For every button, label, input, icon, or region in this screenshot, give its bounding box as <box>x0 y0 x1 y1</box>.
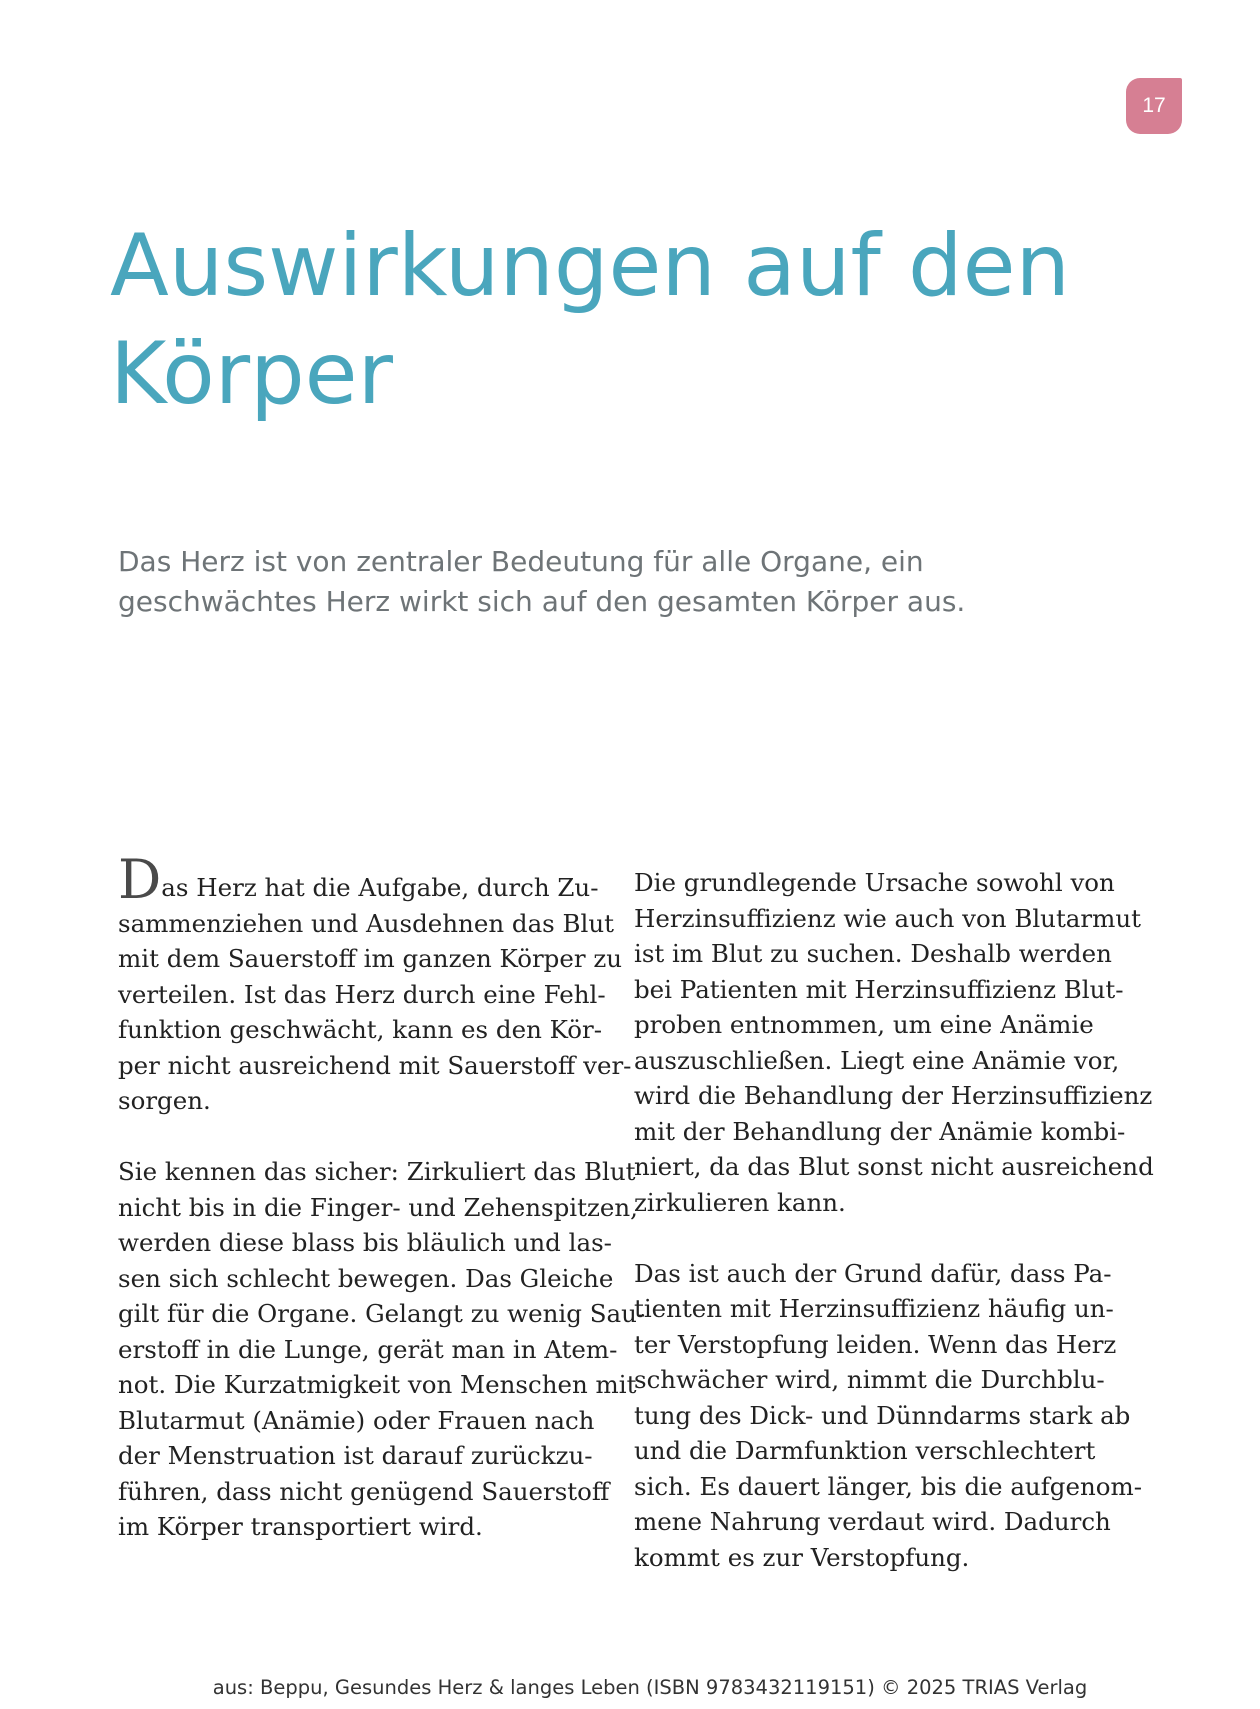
text-line: erstoff in die Lunge, gerät man in Atem- <box>118 1334 618 1364</box>
text-line: Sie kennen das sicher: Zirkuliert das Blut <box>118 1157 636 1186</box>
text-line: werden diese blass bis bläulich und las- <box>118 1228 612 1257</box>
right-column <box>634 865 1154 1611</box>
text-line: nicht bis in die Finger- und Zehenspitzen, <box>118 1192 638 1222</box>
page-title-line-2: Körper <box>110 324 393 424</box>
text-line: kommt es zur Verstopfung. <box>634 1542 970 1572</box>
left-column <box>118 848 646 1580</box>
text-line: Herzinsuffizienz wie auch von Blutarmut <box>634 903 1141 933</box>
page-number: 17 <box>1142 94 1166 117</box>
text-line: niert, da das Blut sonst nicht ausreichend <box>634 1152 1154 1181</box>
text-line: ter Verstopfung leiden. Wenn das Herz <box>634 1329 1117 1359</box>
text-line: bei Patienten mit Herzinsuffizienz Blut- <box>634 974 1124 1004</box>
left-paragraph-1 <box>118 848 632 1119</box>
right-paragraph-2 <box>634 1256 1143 1576</box>
text-line: mit dem Sauerstoff im ganzen Körper zu <box>118 944 623 973</box>
drop-cap: D <box>118 848 162 911</box>
text-line: Blutarmut (Anämie) oder Frauen nach <box>118 1405 595 1435</box>
text-line: per nicht ausreichend mit Sauerstoff ver- <box>118 1050 632 1080</box>
text-line: führen, dass nicht genügend Sauerstoff <box>118 1476 610 1506</box>
footer-source-credit: aus: Beppu, Gesundes Herz & langes Leben (ISBN 9783432119151) © 2025 TRIAS Verlag <box>212 1676 1088 1699</box>
lead-line-1: Das Herz ist von zentraler Bedeutung für alle Organe, ein <box>118 545 924 578</box>
text-line: mene Nahrung verdaut wird. Dadurch <box>634 1507 1111 1536</box>
text-line: sich. Es dauert länger, bis die aufgenom- <box>634 1471 1143 1501</box>
text-line: Die grundlegende Ursache sowohl von <box>634 868 1115 897</box>
text-line: proben entnommen, um eine Anämie <box>634 1010 1094 1039</box>
lead-paragraph <box>118 542 1118 622</box>
text-line: tung des Dick- und Dünndarms stark ab <box>634 1400 1131 1430</box>
text-line <box>118 848 599 911</box>
text-line: schwächer wird, nimmt die Durchblu- <box>634 1365 1105 1394</box>
text-line: ist im Blut zu suchen. Deshalb werden <box>634 939 1112 968</box>
text-line: auszuschließen. Liegt eine Anämie vor, <box>634 1045 1120 1075</box>
text-line: Das ist auch der Grund dafür, dass Pa- <box>634 1258 1112 1288</box>
text-line: zirkulieren kann. <box>634 1187 846 1217</box>
left-paragraph-2 <box>118 1154 646 1545</box>
page-title <box>110 212 1110 428</box>
text-line: gilt für die Organe. Gelangt zu wenig Sau- <box>118 1299 646 1328</box>
text-line: wird die Behandlung der Herzinsuffizienz <box>634 1081 1153 1110</box>
text-line: der Menstruation ist darauf zurückzu- <box>118 1441 593 1470</box>
text-line: verteilen. Ist das Herz durch eine Fehl- <box>118 979 606 1009</box>
page-title-line-1: Auswirkungen auf den <box>110 216 1071 316</box>
text-line: not. Die Kurzatmigkeit von Menschen mit <box>118 1370 637 1399</box>
text-line: mit der Behandlung der Anämie kombi- <box>634 1116 1126 1146</box>
page-number-badge <box>1126 78 1182 134</box>
lead-line-2: geschwächtes Herz wirkt sich auf den gesamten Körper aus. <box>118 585 966 618</box>
text-line: und die Darmfunktion verschlechtert <box>634 1436 1096 1465</box>
text-line: im Körper transportiert wird. <box>118 1512 483 1541</box>
text-line: funktion geschwächt, kann es den Kör- <box>118 1015 603 1044</box>
text-line-content: as Herz hat die Aufgabe, durch Zu- <box>161 873 599 902</box>
text-line: sorgen. <box>118 1086 211 1115</box>
text-line: sammenziehen und Ausdehnen das Blut <box>118 908 615 938</box>
text-line: tienten mit Herzinsuffizienz häufig un- <box>634 1294 1114 1323</box>
text-line: sen sich schlecht bewegen. Das Gleiche <box>118 1263 614 1293</box>
right-paragraph-1 <box>634 865 1154 1220</box>
